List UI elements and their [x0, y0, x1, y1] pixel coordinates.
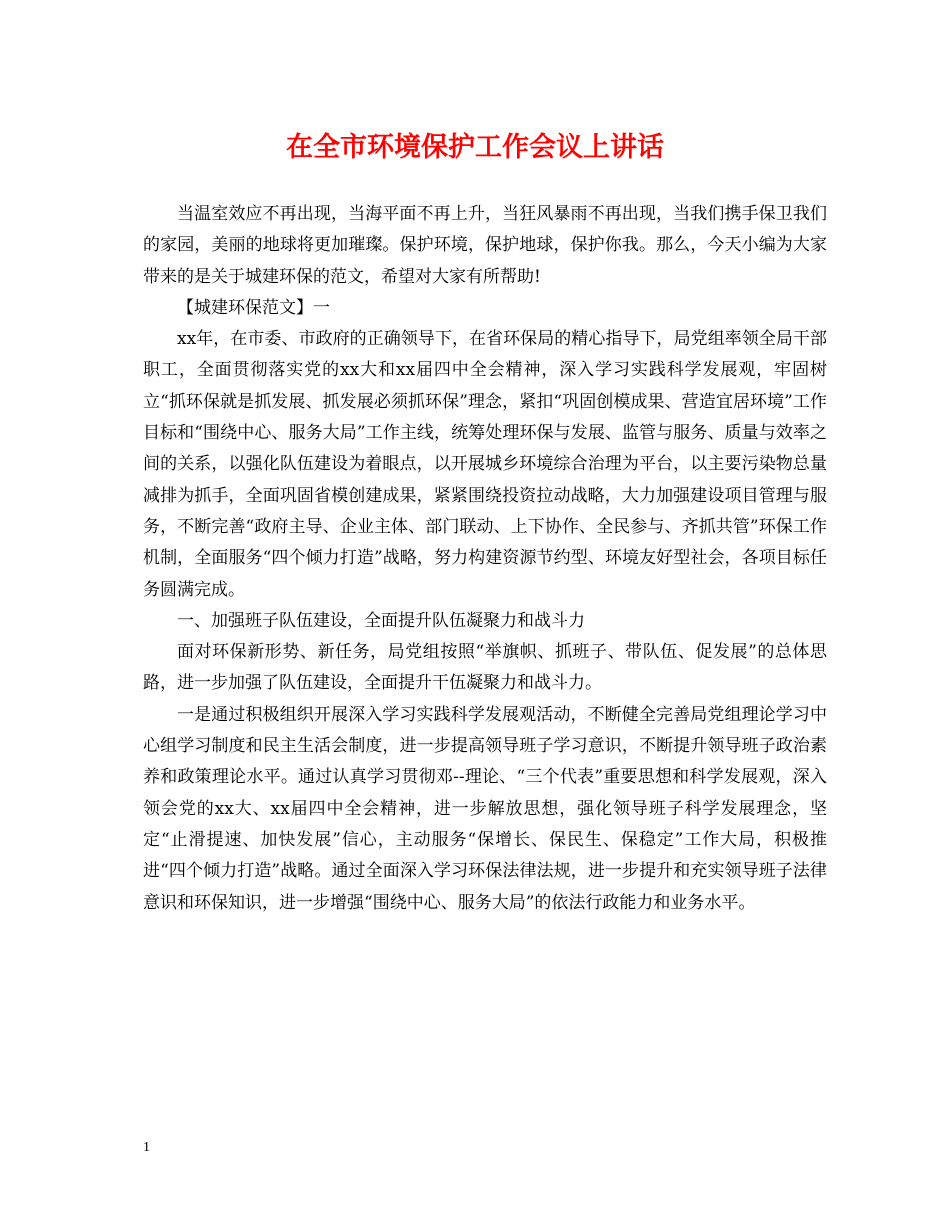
document-title: 在全市环境保护工作会议上讲话 — [286, 132, 664, 163]
intro-paragraph: 当温室效应不再出现，当海平面不再上升，当狂风暴雨不再出现，当我们携手保卫我们的家园，美丽的地球将更加璀璨。保护环境，保护地球，保护你我。那么，今天小编为大家带来的是关于城建环保的范文，希望对大家有所帮助! — [143, 204, 827, 287]
subsection-heading: 一、加强班子队伍建设，全面提升队伍凝聚力和战斗力 — [177, 610, 585, 631]
body-paragraph: 面对环保新形势、新任务，局党组按照“举旗帜、抓班子、带队伍、促发展”的总体思路，进一步加强了队伍建设，全面提升干伍凝聚力和战斗力。 — [143, 642, 827, 694]
page-number: 1 — [143, 1140, 150, 1155]
section-heading: 【城建环保范文】一 — [177, 297, 330, 318]
body-paragraph: 一是通过积极组织开展深入学习实践科学发展观活动，不断健全完善局党组理论学习中心组学习制度和民主生活会制度，进一步提高领导班子学习意识，不断提升领导班子政治素养和政策理论水平。通过认真学习贯彻邓--理论、“三个代表”重要思想和科学发展观，深入领会党的xx大、xx届四中全会精神，进一步解放思想，强化领导班子科学发展理念，坚定“止滑提速、加快发展”信心，主动服务“保增长、保民生、保稳定”工作大局，积极推进“四个倾力打造”战略。通过全面深入学习环保法律法规，进一步提升和充实领导班子法律意识和环保知识，进一步增强“围绕中心、服务大局”的依法行政能力和业务水平。 — [143, 704, 827, 913]
body-paragraph: xx年，在市委、市政府的正确领导下，在省环保局的精心指导下，局党组率领全局干部职工，全面贯彻落实党的xx大和xx届四中全会精神，深入学习实践科学发展观，牢固树立“抓环保就是抓发展、抓发展必须抓环保”理念，紧扣“巩固创模成果、营造宜居环境”工作目标和“围绕中心、服务大局”工作主线，统筹处理环保与发展、监管与服务、质量与效率之间的关系，以强化队伍建设为着眼点，以开展城乡环境综合治理为平台，以主要污染物总量减排为抓手，全面巩固省模创建成果，紧紧围绕投资拉动战略，大力加强建设项目管理与服务，不断完善“政府主导、企业主体、部门联动、上下协作、全民参与、齐抓共管”环保工作机制，全面服务“四个倾力打造”战略，努力构建资源节约型、环境友好型社会，各项目标任务圆满完成。 — [143, 329, 827, 600]
document-body — [143, 199, 827, 919]
